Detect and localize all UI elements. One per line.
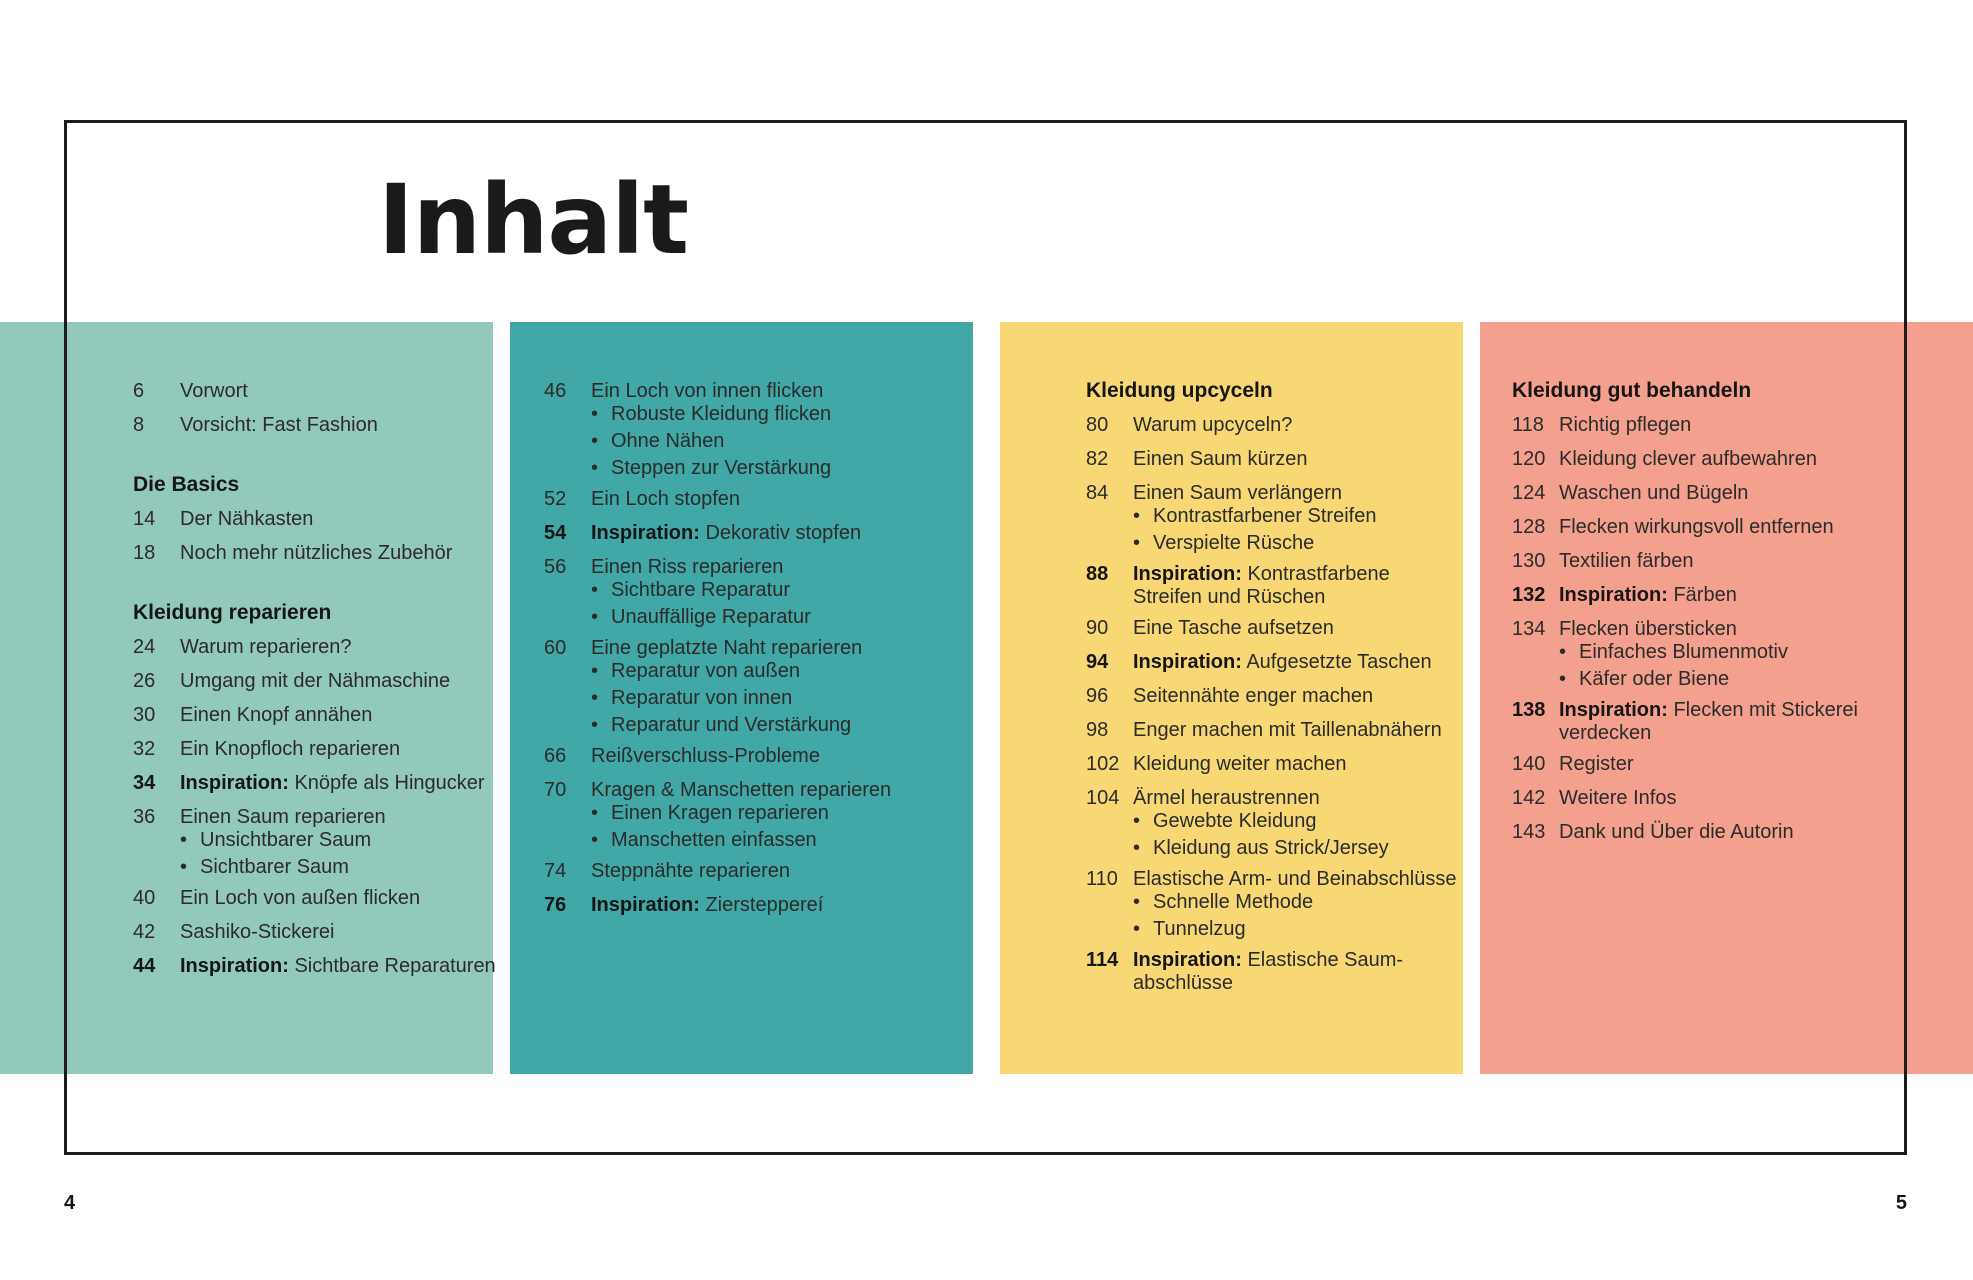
- entry-title: Einen Saum reparieren: [180, 806, 386, 828]
- entry-title: Warum reparieren?: [180, 636, 352, 658]
- page-number: 80: [1086, 414, 1109, 436]
- sub-entry: • Einen Kragen reparieren: [591, 800, 964, 827]
- page-number: 74: [544, 860, 567, 882]
- page-number: 132: [1512, 584, 1546, 606]
- section-spacer: [133, 570, 553, 596]
- page-number: 36: [133, 806, 156, 828]
- entry-title: Ein Loch von innen flicken: [591, 380, 824, 402]
- sub-entry: • Manschetten einfassen: [591, 827, 964, 854]
- page-number: 118: [1512, 414, 1544, 436]
- toc-entry: [544, 631, 964, 739]
- entry-text-wrap: [591, 739, 964, 773]
- page-number: 32: [133, 738, 156, 760]
- toc-entry: [544, 854, 964, 888]
- entry-text-wrap: [1559, 815, 1932, 849]
- toc-entry-row: [133, 732, 553, 766]
- entry-title: Reißverschluss-Probleme: [591, 745, 820, 767]
- toc-entry: [133, 698, 553, 732]
- toc-entry: [1086, 645, 1486, 679]
- page-number: 138: [1512, 699, 1546, 721]
- entry-title: Richtig pflegen: [1559, 414, 1692, 436]
- entry-title-continued: abschlüsse: [1133, 972, 1234, 994]
- toc-entry-row: [133, 698, 553, 732]
- sub-entry-list: [591, 800, 964, 854]
- page-number: 6: [133, 380, 145, 402]
- sub-entry-list: [180, 827, 553, 881]
- toc-entry-row: [133, 949, 553, 983]
- entry-text-wrap: [1133, 645, 1486, 679]
- entry-text-wrap: [1133, 713, 1486, 747]
- page-number: 94: [1086, 651, 1109, 673]
- toc-column-1: [133, 374, 553, 983]
- entry-text-wrap: [180, 536, 553, 570]
- entry-text-wrap: [180, 732, 553, 766]
- entry-text-wrap: [591, 516, 964, 550]
- inspiration-label: Inspiration:: [1133, 651, 1242, 673]
- sub-entry: • Reparatur von außen: [591, 658, 964, 685]
- sub-entry: • Unauffällige Reparatur: [591, 604, 964, 631]
- toc-entry: [1086, 862, 1486, 943]
- toc-entry-row: [1512, 747, 1932, 781]
- page-number: 44: [133, 955, 156, 977]
- entry-text-wrap: [1559, 781, 1932, 815]
- inspiration-label: Inspiration:: [1559, 699, 1668, 721]
- entry-title: Eine geplatzte Naht reparieren: [591, 637, 863, 659]
- page-number: 140: [1512, 753, 1546, 775]
- toc-column-2: [544, 374, 964, 922]
- toc-entry-row: [133, 664, 553, 698]
- entry-text-wrap: [180, 630, 553, 664]
- page-number: 82: [1086, 448, 1109, 470]
- toc-entry-row: [1512, 815, 1932, 849]
- toc-entry: [1086, 713, 1486, 747]
- entry-title: Dank und Über die Autorin: [1559, 821, 1794, 843]
- entry-title: Kragen & Manschetten reparieren: [591, 779, 892, 801]
- toc-entry: [1086, 943, 1486, 997]
- page-number: 102: [1086, 753, 1120, 775]
- sub-entry: • Kontrastfarbener Streifen: [1133, 503, 1486, 530]
- page-number: 114: [1086, 949, 1119, 971]
- sub-entry: • Kleidung aus Strick/Jersey: [1133, 835, 1486, 862]
- inspiration-label: Inspiration:: [1133, 949, 1242, 971]
- entry-text-wrap: [1559, 544, 1932, 578]
- entry-text-wrap: [1559, 476, 1932, 510]
- page-number: 14: [133, 508, 156, 530]
- entry-title: Umgang mit der Nähmaschine: [180, 670, 451, 692]
- toc-entry-row: [133, 374, 553, 408]
- toc-entry-row: [133, 536, 553, 570]
- entry-title: Der Nähkasten: [180, 508, 314, 530]
- entry-title: Ärmel heraustrennen: [1133, 787, 1320, 809]
- sub-entry: • Einfaches Blumenmotiv: [1559, 639, 1932, 666]
- sub-entry: • Käfer oder Biene: [1559, 666, 1932, 693]
- toc-entry-row: [544, 888, 964, 922]
- section-title: Die Basics: [133, 473, 240, 496]
- page-number: 40: [133, 887, 156, 909]
- sub-entry: • Reparatur von innen: [591, 685, 964, 712]
- page-number: 42: [133, 921, 156, 943]
- entry-title: Waschen und Bügeln: [1559, 482, 1749, 504]
- section-spacer: [133, 442, 553, 468]
- entry-text-wrap: [591, 854, 964, 888]
- entry-title: Warum upcyceln?: [1133, 414, 1293, 436]
- toc-entry-row: [544, 739, 964, 773]
- toc-entry-row: [133, 766, 553, 800]
- sub-entry-list: [1559, 639, 1932, 693]
- toc-entry: [1512, 747, 1932, 781]
- toc-entry: [1512, 442, 1932, 476]
- entry-text-wrap: [180, 881, 553, 915]
- entry-title-continued: Streifen und Rüschen: [1133, 586, 1326, 608]
- entry-title: Sashiko-Stickerei: [180, 921, 335, 943]
- sub-entry: • Unsichtbarer Saum: [180, 827, 553, 854]
- toc-entry: [1512, 612, 1932, 693]
- entry-title: Dekorativ stopfen: [705, 522, 862, 544]
- toc-entry-row: [1512, 781, 1932, 815]
- toc-entry: [1086, 557, 1486, 611]
- entry-title: Enger machen mit Taillenabnähern: [1133, 719, 1442, 741]
- toc-entry: [133, 881, 553, 915]
- inspiration-label: Inspiration:: [1133, 563, 1242, 585]
- page-number: 143: [1512, 821, 1546, 843]
- entry-text-wrap: [180, 374, 553, 408]
- page-number: 130: [1512, 550, 1546, 572]
- entry-title: Knöpfe als Hingucker: [294, 772, 485, 794]
- sub-entry: • Robuste Kleidung flicken: [591, 401, 964, 428]
- page-number: 34: [133, 772, 156, 794]
- toc-entry-row: [1512, 476, 1932, 510]
- entry-text-wrap: [1559, 408, 1932, 442]
- entry-text-wrap: [1133, 442, 1486, 476]
- toc-column-4: [1512, 374, 1932, 849]
- entry-title: Einen Knopf annähen: [180, 704, 373, 726]
- toc-entry: [1512, 510, 1932, 544]
- toc-entry-row: [1512, 510, 1932, 544]
- toc-entry: [1086, 611, 1486, 645]
- toc-entry: [133, 374, 553, 408]
- entry-title: Kleidung clever aufbewahren: [1559, 448, 1817, 470]
- entry-title: Einen Riss reparieren: [591, 556, 784, 578]
- page-number: 96: [1086, 685, 1109, 707]
- entry-text-wrap: [1133, 679, 1486, 713]
- toc-entry-row: [1512, 544, 1932, 578]
- page-number: 120: [1512, 448, 1546, 470]
- toc-entry: [1512, 544, 1932, 578]
- entry-title: Einen Saum verlängern: [1133, 482, 1343, 504]
- entry-title: Flecken übersticken: [1559, 618, 1737, 640]
- page-number: 88: [1086, 563, 1109, 585]
- entry-title: Flecken mit Stickerei: [1673, 699, 1858, 721]
- entry-title: Flecken wirkungsvoll entfernen: [1559, 516, 1834, 538]
- toc-entry: [544, 550, 964, 631]
- toc-entry-row: [1086, 442, 1486, 476]
- toc-entry: [133, 915, 553, 949]
- toc-entry-row: [1086, 611, 1486, 645]
- entry-text-wrap: [1133, 747, 1486, 781]
- toc-entry-row: [1086, 713, 1486, 747]
- page-number: 128: [1512, 516, 1546, 538]
- toc-entry-row: [544, 516, 964, 550]
- toc-entry: [133, 536, 553, 570]
- entry-text-wrap: [591, 888, 964, 922]
- toc-entry-row: [1086, 747, 1486, 781]
- entry-text-wrap: [180, 698, 553, 732]
- sub-entry-list: [591, 401, 964, 482]
- entry-title: Eine Tasche aufsetzen: [1133, 617, 1334, 639]
- toc-entry: [1512, 578, 1932, 612]
- sub-entry: • Gewebte Kleidung: [1133, 808, 1486, 835]
- toc-entry: [1512, 815, 1932, 849]
- entry-text-wrap: [180, 766, 553, 800]
- toc-entry-row: [1512, 408, 1932, 442]
- toc-entry: [133, 664, 553, 698]
- toc-entry: [133, 800, 553, 881]
- sub-entry-list: [1133, 808, 1486, 862]
- section-title: Kleidung reparieren: [133, 601, 332, 624]
- toc-entry: [133, 630, 553, 664]
- sub-entry: • Verspielte Rüsche: [1133, 530, 1486, 557]
- toc-entry: [1086, 476, 1486, 557]
- toc-entry-row: [133, 502, 553, 536]
- inspiration-label: Inspiration:: [180, 772, 289, 794]
- page-number-right: 5: [1895, 1192, 1907, 1214]
- sub-entry-list: [591, 658, 964, 739]
- toc-entry: [1512, 408, 1932, 442]
- sub-entry: • Ohne Nähen: [591, 428, 964, 455]
- page-number: 98: [1086, 719, 1109, 741]
- entry-title: Seitennähte enger machen: [1133, 685, 1374, 707]
- sub-entry: • Sichtbare Reparatur: [591, 577, 964, 604]
- sub-entry: • Steppen zur Verstärkung: [591, 455, 964, 482]
- toc-entry: [133, 949, 553, 983]
- entry-title: Ziersteppereí: [705, 894, 824, 916]
- toc-entry-row: [1512, 442, 1932, 476]
- page-number: 70: [544, 779, 567, 801]
- page-number: 76: [544, 894, 567, 916]
- entry-title: Vorsicht: Fast Fashion: [180, 414, 378, 436]
- page-number: 18: [133, 542, 156, 564]
- toc-entry: [544, 773, 964, 854]
- inspiration-label: Inspiration:: [591, 894, 700, 916]
- entry-text-wrap: [180, 408, 553, 442]
- entry-title: Ein Loch von außen flicken: [180, 887, 421, 909]
- entry-title: Kleidung weiter machen: [1133, 753, 1347, 775]
- entry-text-wrap: [180, 664, 553, 698]
- entry-title: Elastische Arm- und Beinabschlüsse: [1133, 868, 1457, 890]
- section-title: Kleidung gut behandeln: [1512, 379, 1752, 402]
- inspiration-label: Inspiration:: [1559, 584, 1668, 606]
- page-number: 8: [133, 414, 145, 436]
- entry-text-wrap: [1133, 611, 1486, 645]
- entry-title: Steppnähte reparieren: [591, 860, 791, 882]
- page-number: 124: [1512, 482, 1546, 504]
- sub-entry: • Reparatur und Verstärkung: [591, 712, 964, 739]
- entry-text-wrap: [180, 502, 553, 536]
- toc-entry-row: [544, 854, 964, 888]
- page-number: 30: [133, 704, 156, 726]
- entry-title: Noch mehr nützliches Zubehör: [180, 542, 453, 564]
- page-number-left: 4: [64, 1192, 76, 1214]
- toc-entry: [544, 739, 964, 773]
- entry-title-continued: verdecken: [1559, 722, 1652, 744]
- entry-title: Einen Saum kürzen: [1133, 448, 1308, 470]
- toc-entry: [1086, 747, 1486, 781]
- page-number: 110: [1086, 868, 1118, 890]
- page-number: 142: [1512, 787, 1546, 809]
- toc-entry-row: [1086, 408, 1486, 442]
- page-number: 90: [1086, 617, 1109, 639]
- inspiration-label: Inspiration:: [180, 955, 289, 977]
- page-number: 54: [544, 522, 567, 544]
- toc-entry: [133, 766, 553, 800]
- sub-entry: • Tunnelzug: [1133, 916, 1486, 943]
- toc-entry: [1512, 693, 1932, 747]
- page-number: 60: [544, 637, 567, 659]
- entry-text-wrap: [1133, 408, 1486, 442]
- entry-text-wrap: [1559, 510, 1932, 544]
- entry-text-wrap: [1559, 578, 1932, 612]
- entry-title: Ein Knopfloch reparieren: [180, 738, 401, 760]
- toc-entry: [1512, 476, 1932, 510]
- toc-entry-row: [133, 915, 553, 949]
- page-number: 24: [133, 636, 156, 658]
- toc-entry-row: [1086, 679, 1486, 713]
- toc-entry-row: [1512, 578, 1932, 612]
- entry-text-wrap: [1559, 747, 1932, 781]
- toc-entry: [1086, 781, 1486, 862]
- toc-entry-row: [133, 408, 553, 442]
- toc-entry: [544, 888, 964, 922]
- entry-title: Elastische Saum-: [1247, 949, 1404, 971]
- toc-entry: [1512, 781, 1932, 815]
- page-number: 134: [1512, 618, 1546, 640]
- sub-entry: • Schnelle Methode: [1133, 889, 1486, 916]
- page-number: 104: [1086, 787, 1120, 809]
- toc-entry-row: [544, 482, 964, 516]
- page-number: 56: [544, 556, 567, 578]
- toc-entry: [544, 516, 964, 550]
- entry-text-wrap: [180, 949, 553, 983]
- sub-entry-list: [591, 577, 964, 631]
- entry-title: Textilien färben: [1559, 550, 1694, 572]
- entry-title: Ein Loch stopfen: [591, 488, 740, 510]
- toc-entry: [544, 482, 964, 516]
- sub-entry: • Sichtbarer Saum: [180, 854, 553, 881]
- toc-entry: [1086, 408, 1486, 442]
- page-title: Inhalt: [378, 164, 688, 276]
- toc-entry-row: [133, 630, 553, 664]
- page-number: 84: [1086, 482, 1109, 504]
- toc-entry-row: [1086, 645, 1486, 679]
- entry-text-wrap: [591, 482, 964, 516]
- section-title: Kleidung upcyceln: [1086, 379, 1273, 402]
- toc-entry: [1086, 679, 1486, 713]
- entry-title: Aufgesetzte Taschen: [1246, 651, 1432, 673]
- entry-title: Weitere Infos: [1559, 787, 1677, 809]
- sub-entry-list: [1133, 889, 1486, 943]
- toc-entry: [133, 408, 553, 442]
- toc-entry: [544, 374, 964, 482]
- toc-entry: [133, 732, 553, 766]
- toc-column-3: [1086, 374, 1486, 997]
- page-number: 66: [544, 745, 567, 767]
- sub-entry-list: [1133, 503, 1486, 557]
- entry-text-wrap: [1559, 442, 1932, 476]
- inspiration-label: Inspiration:: [591, 522, 700, 544]
- toc-entry: [1086, 442, 1486, 476]
- entry-title: Kontrastfarbene: [1247, 563, 1390, 585]
- toc-entry-row: [133, 881, 553, 915]
- page-number: 46: [544, 380, 567, 402]
- entry-text-wrap: [180, 915, 553, 949]
- entry-title: Vorwort: [180, 380, 248, 402]
- page-number: 26: [133, 670, 156, 692]
- entry-title: Färben: [1673, 584, 1737, 606]
- toc-entry: [133, 502, 553, 536]
- entry-title: Register: [1559, 753, 1634, 775]
- entry-title: Sichtbare Reparaturen: [294, 955, 496, 977]
- page-number: 52: [544, 488, 567, 510]
